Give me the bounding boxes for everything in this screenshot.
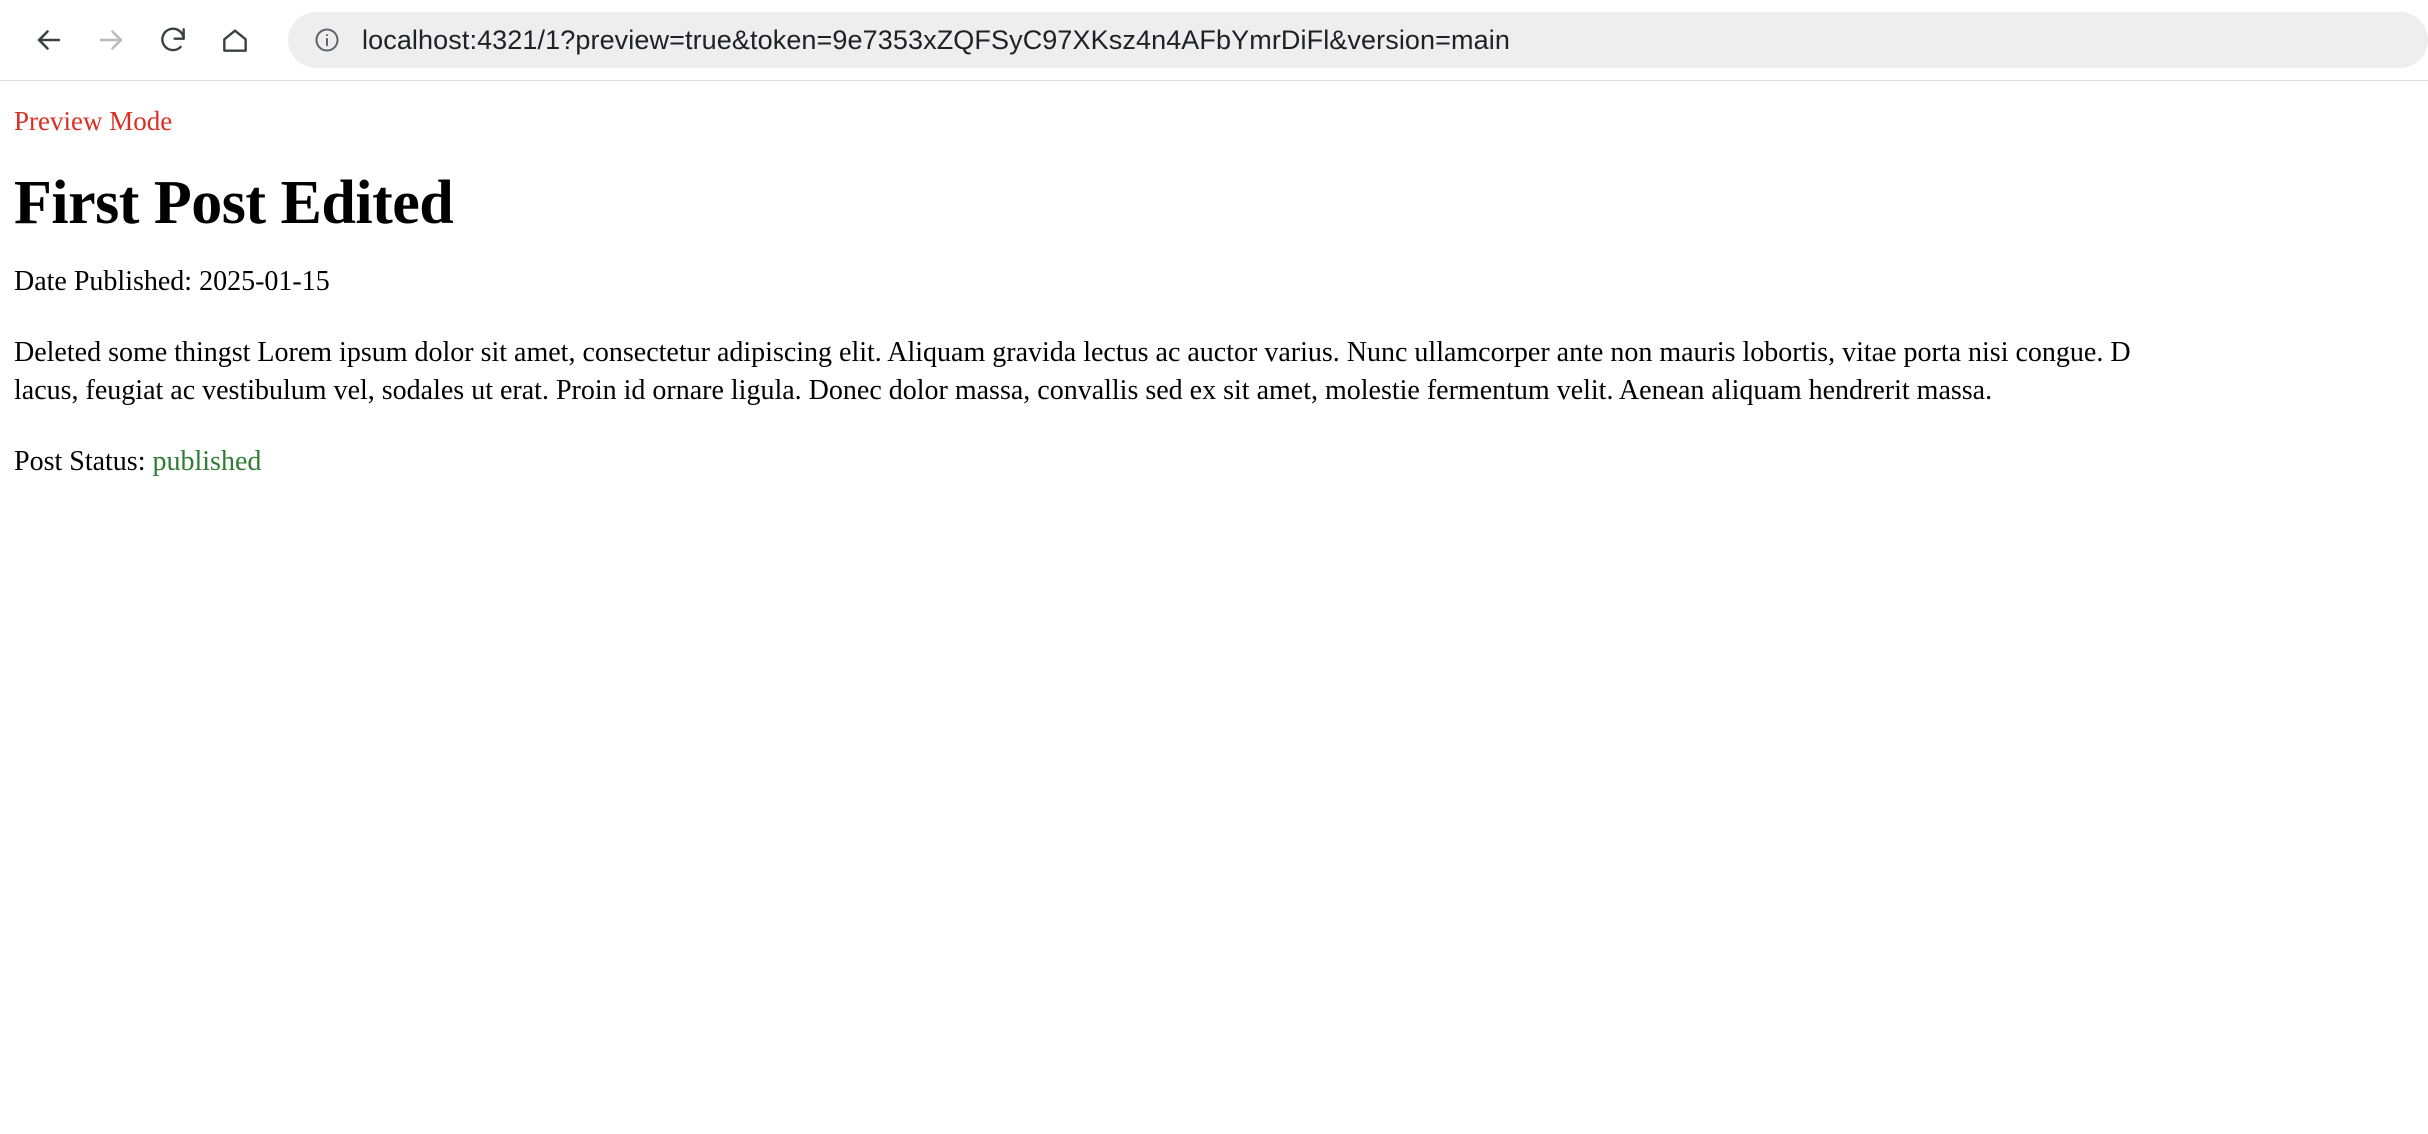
browser-toolbar (0, 0, 2428, 81)
home-button[interactable] (204, 9, 266, 71)
home-icon (219, 24, 251, 56)
address-bar[interactable] (288, 12, 2428, 68)
reload-button[interactable] (142, 9, 204, 71)
post-body (14, 334, 2414, 410)
info-circle-icon[interactable] (312, 25, 342, 55)
preview-mode-banner: Preview Mode (14, 106, 173, 136)
date-published: Date Published: 2025-01-15 (14, 265, 330, 297)
reload-icon (157, 24, 189, 56)
page-title: First Post Edited (14, 168, 454, 237)
post-body-line-1: Deleted some thingst Lorem ipsum dolor sit amet, consectetur adipiscing elit. Aliquam gravida lectus ac auctor varius. Nunc ullamcorper ante non mauris lobortis, vitae porta nisi congue. D (14, 337, 2131, 369)
url-text[interactable]: localhost:4321/1?preview=true&token=9e7353xZQFSyC97XKsz4n4AFbYmrDiFl&version=main (362, 24, 1510, 55)
post-status (14, 444, 2414, 480)
status-badge: published (152, 445, 262, 477)
forward-button[interactable] (80, 9, 142, 71)
post-status-label: Post Status: (14, 445, 146, 477)
arrow-right-icon (94, 23, 128, 57)
page-content (0, 81, 2428, 1134)
post-body-line-2: lacus, feugiat ac vestibulum vel, sodales ut erat. Proin id ornare ligula. Donec dolor massa, convallis sed ex sit amet, molestie fermentum velit. Aenean aliquam hendrerit massa. (14, 375, 1993, 407)
back-button[interactable] (18, 9, 80, 71)
arrow-left-icon (32, 23, 66, 57)
